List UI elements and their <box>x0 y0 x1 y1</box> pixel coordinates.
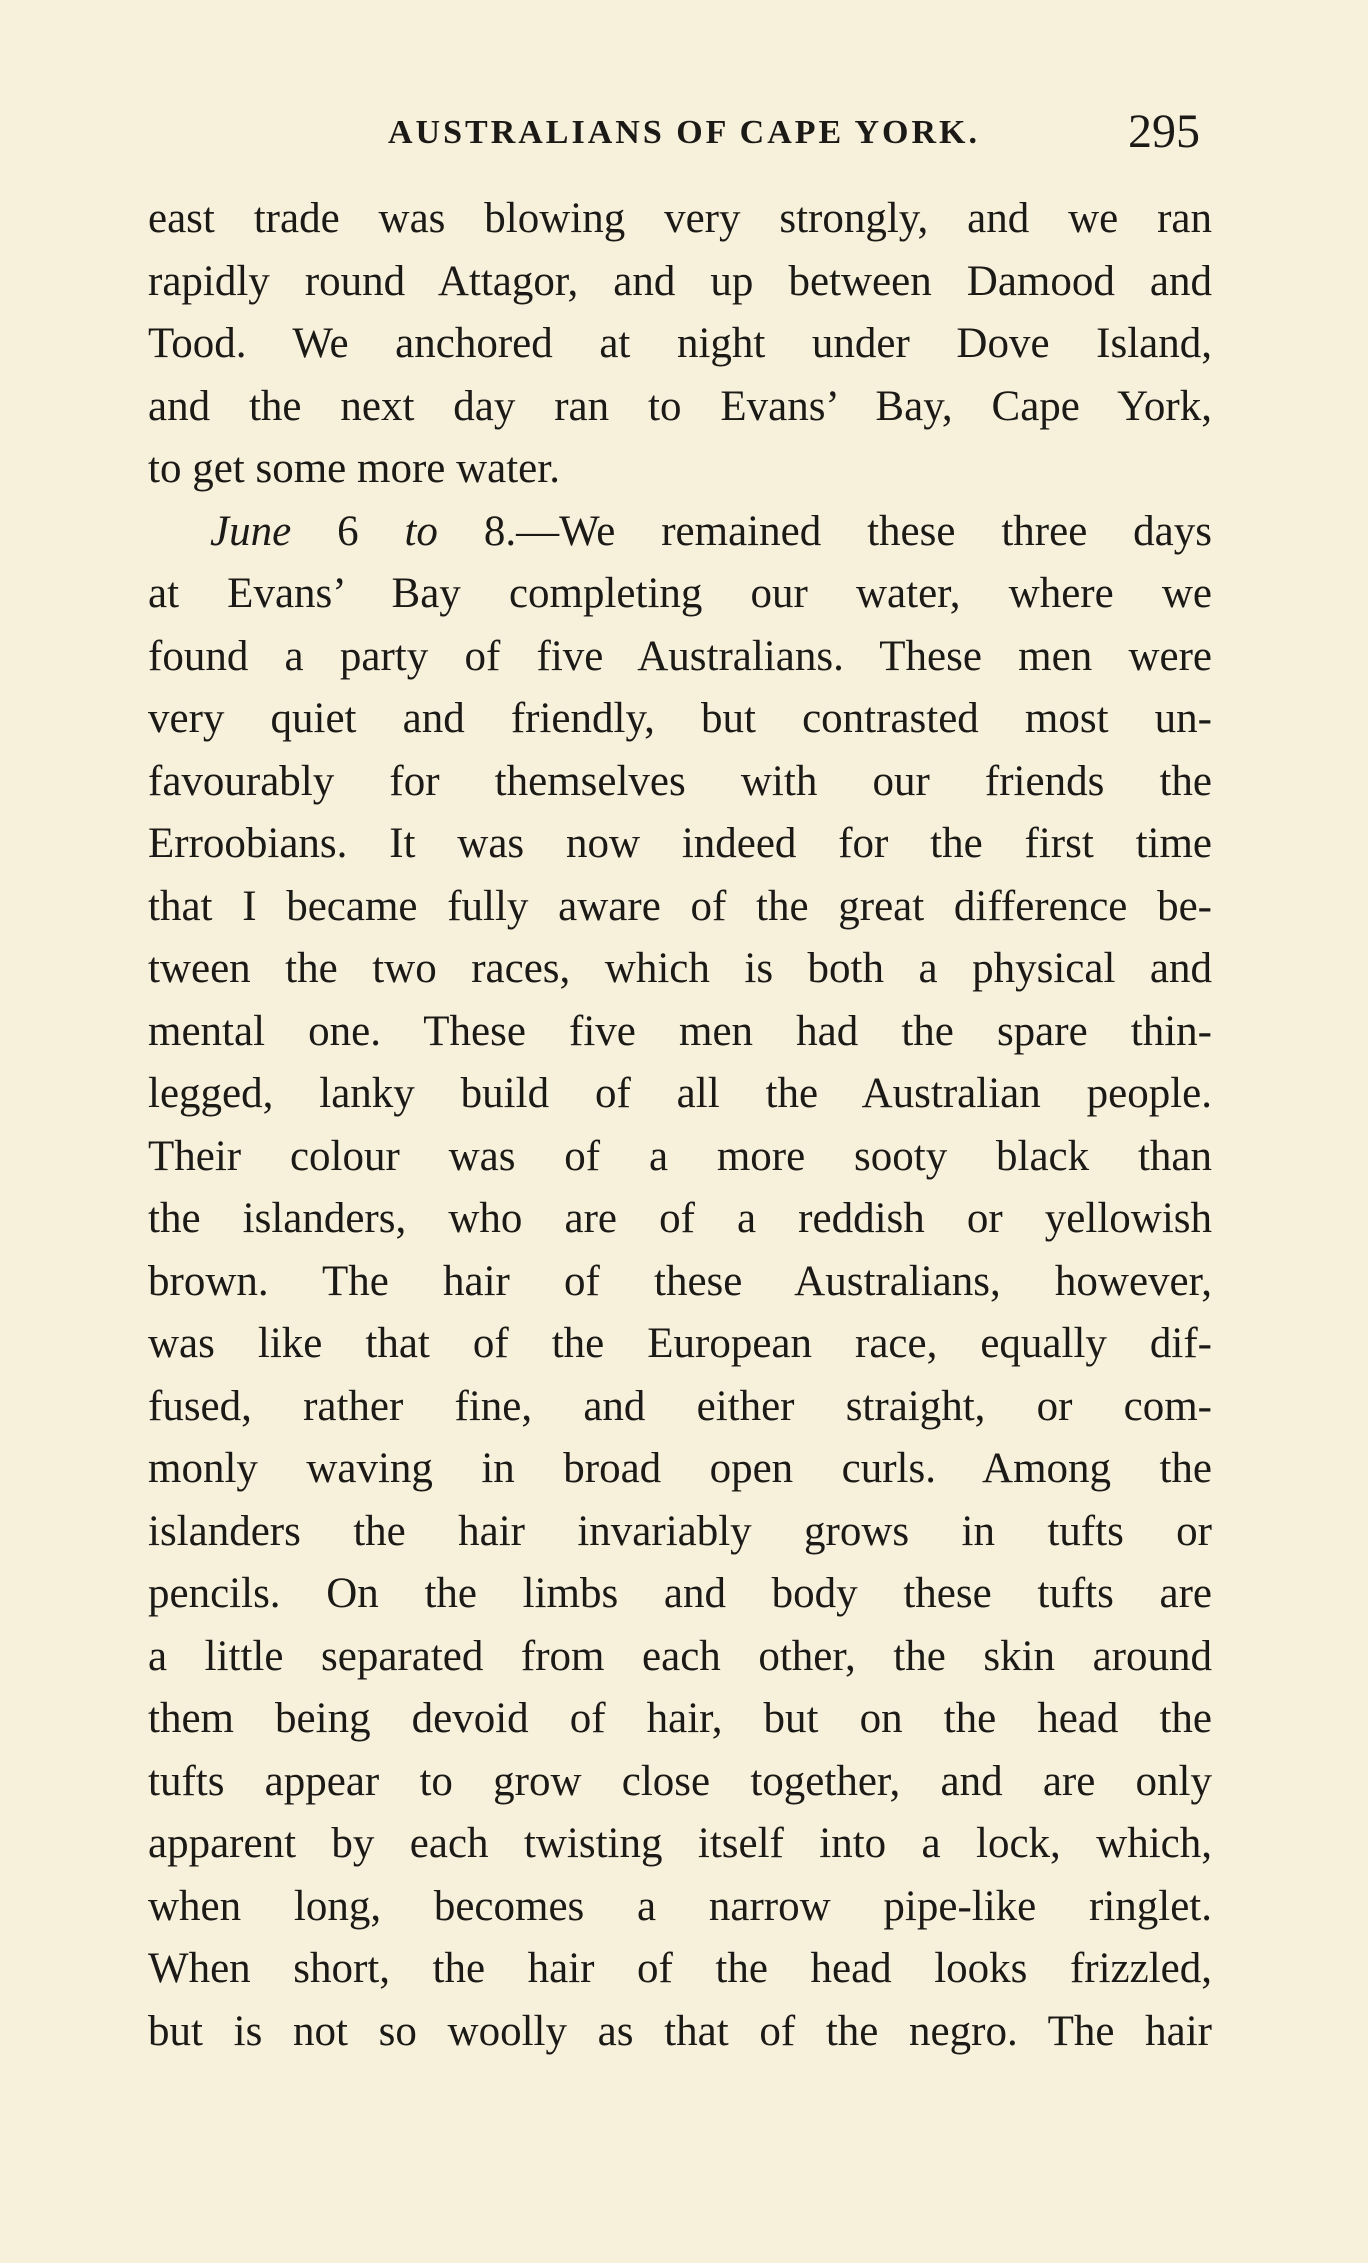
date-to: to <box>404 507 438 555</box>
date-month: June <box>210 507 292 555</box>
body-text <box>148 188 1212 2063</box>
text-line: and the next day ran to Evans’ Bay, Cape York, <box>148 382 1212 430</box>
text-line: but is not so woolly as that of the negro. The hair <box>148 2007 1212 2055</box>
running-title: AUSTRALIANS OF CAPE YORK. <box>388 114 980 151</box>
text-line: rapidly round Attagor, and up between Damood and <box>148 257 1212 305</box>
date-line <box>148 501 1212 564</box>
page-number: 295 <box>1128 105 1200 158</box>
text-line: that I became fully aware of the great difference be- <box>148 882 1212 930</box>
text-line: the islanders, who are of a reddish or yellowish <box>148 1195 1212 1242</box>
text-line: fused, rather fine, and either straight, or com- <box>148 1382 1212 1430</box>
date-day-start: 6 <box>337 507 359 555</box>
text-line: mental one. These five men had the spare thin- <box>148 1007 1212 1055</box>
text-line: Their colour was of a more sooty black than <box>148 1132 1212 1180</box>
text-line: islanders the hair invariably grows in tufts or <box>148 1507 1212 1555</box>
text-line: when long, becomes a narrow pipe-like ringlet. <box>148 1882 1212 1930</box>
text-line: was like that of the European race, equally dif- <box>148 1320 1212 1367</box>
text-line: tween the two races, which is both a physical and <box>148 945 1212 992</box>
text-line: favourably for themselves with our friends the <box>148 757 1212 805</box>
text-line: pencils. On the limbs and body these tufts are <box>148 1570 1212 1617</box>
text-line: them being devoid of hair, but on the head the <box>148 1695 1212 1742</box>
running-head <box>0 105 1368 168</box>
text-line: at Evans’ Bay completing our water, where we <box>148 570 1212 617</box>
text-line: legged, lanky build of all the Australian people. <box>148 1070 1212 1117</box>
text-line: found a party of five Australians. These men were <box>148 632 1212 680</box>
text-line: When short, the hair of the head looks frizzled, <box>148 1945 1212 1992</box>
text-line: apparent by each twisting itself into a lock, which, <box>148 1820 1212 1867</box>
text-line: a little separated from each other, the skin around <box>148 1632 1212 1680</box>
text-line: monly waving in broad open curls. Among the <box>148 1445 1212 1492</box>
text-line: to get some more water. <box>148 445 560 492</box>
date-line-text: 8.—We remained these three days <box>483 507 1213 555</box>
text-line: very quiet and friendly, but contrasted most un- <box>148 695 1212 742</box>
text-line: Erroobians. It was now indeed for the first time <box>148 820 1212 867</box>
text-line: east trade was blowing very strongly, and we ran <box>148 195 1212 242</box>
text-line: brown. The hair of these Australians, however, <box>148 1257 1212 1305</box>
text-line: tufts appear to grow close together, and are only <box>148 1757 1212 1805</box>
text-line: Tood. We anchored at night under Dove Island, <box>148 320 1212 367</box>
